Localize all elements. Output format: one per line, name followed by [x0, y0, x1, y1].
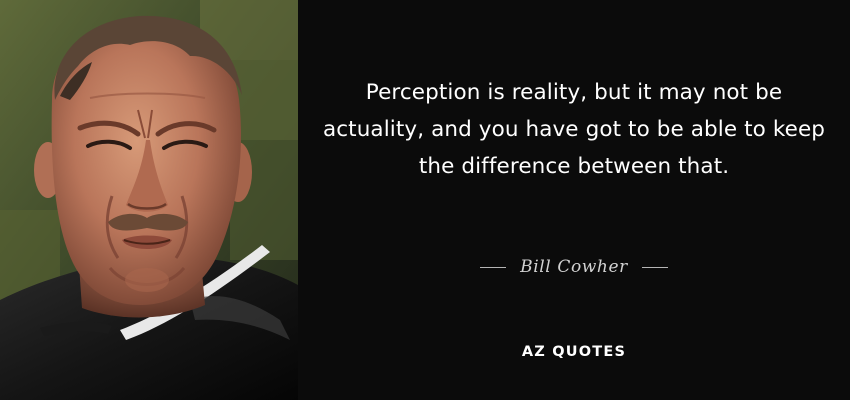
quote-text: Perception is reality, but it may not be actuality, and you have got to be able to keep the difference between that.	[322, 80, 826, 179]
author-name[interactable]: Bill Cowher	[520, 257, 628, 277]
portrait-image	[0, 0, 298, 400]
author-attribution	[298, 252, 850, 282]
person-portrait-icon	[0, 0, 298, 400]
brand-logo[interactable]: AZ QUOTES	[521, 344, 627, 360]
author-rule-right	[642, 267, 668, 268]
author-rule-left	[480, 267, 506, 268]
quote-panel	[298, 0, 850, 400]
